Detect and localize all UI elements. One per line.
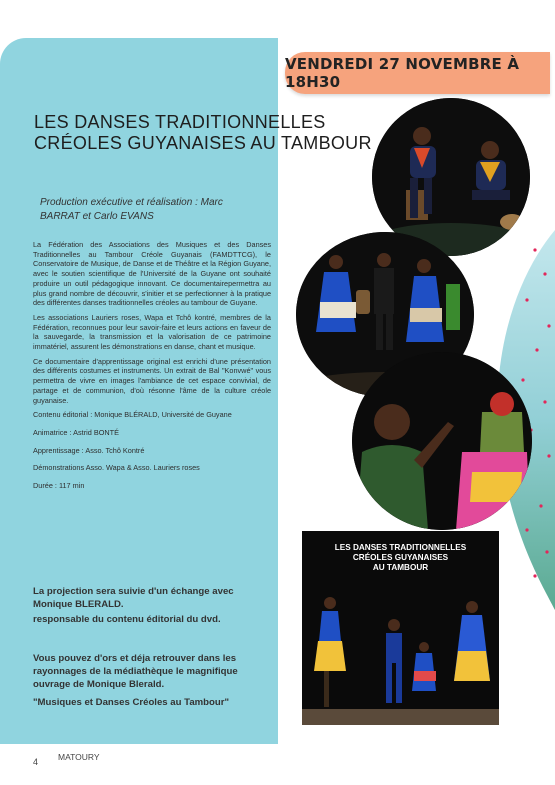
dvd-title [302,543,499,573]
note-editorial: responsable du contenu éditorial du dvd. [33,614,221,625]
credit-duration: Durée : 117 min [33,481,85,491]
note-book-title: "Musiques et Danses Créoles au Tambour" [33,697,230,708]
dvd-title-line-3: AU TAMBOUR [372,563,429,572]
body-paragraph-3: Ce documentaire d'apprentissage original est enrichi d'une présentation des différents costumes et instruments. Un extrait de Bal "Konvwé" vous permettra de vivre en images l'ambiance de cet espace convivial, de partage et de communion, d'où résonne l'âme de la culture créole guyanaise. [33,356,271,405]
title-line-2: CRÉOLES GUYANAISES AU TAMBOUR [34,133,372,153]
dvd-title-line-2: CRÉOLES GUYANAISES [352,553,449,562]
article-body [33,240,271,499]
title-line-1: LES DANSES TRADITIONNELLES [34,112,326,132]
production-credit: Production exécutive et réalisation : Marc BARRAT et Carlo EVANS [40,197,223,222]
dvd-title-line-1: LES DANSES TRADITIONNELLES [334,543,467,552]
body-paragraph-2: Les associations Lauriers roses, Wapa et Tchô kontré, membres de la Fédération, reconnues pour leur savoir-faire et leurs actions en faveur de la sauvegarde, la transmission et la valorisation de ce patrimoine immatériel, assurent les démonstrations en danse, chant et musique. [33,312,271,352]
credit-apprentissage: Apprentissage : Asso. Tchô Kontré [33,445,145,455]
credit-editorial: Contenu éditorial : Monique BLÉRALD, Université de Guyane [33,410,232,420]
body-paragraph-1: La Fédération des Associations des Musiques et des Danses Traditionnelles au Tambour Créole Guyanais (FAMDTTCG), le Conservatoire de Musique, de Danse et de Théâtre et la Région Guyane, avec le soutien scientifique de l'Université de la Guyane ont souhaité produire un outil pédagogique innovant. Ce documentairepermettra au plus grand nombre de découvrir, s'initier et se perfectionner à la pratique des différentes danses traditionnelles créoles au tambour de Guyane. [33,240,271,308]
page-number: 4 [33,757,39,767]
page-title [34,112,374,154]
note-projection: La projection sera suivie d'un échange avec Monique BLERALD. [33,586,234,610]
date-banner [285,52,550,94]
credit-animatrice: Animatrice : Astrid BONTÉ [33,427,119,437]
photo-woman-pointing [352,352,532,530]
footer-place: MATOURY [58,752,100,762]
dvd-cover [302,531,499,725]
credit-demonstrations: Démonstrations Asso. Wapa & Asso. Lauriers roses [33,463,200,473]
note-mediatheque: Vous pouvez d'ors et déja retrouver dans les rayonnages de la médiathèque le magnifique ouvrage de Monique Blerald. [33,653,238,690]
event-date: VENDREDI 27 NOVEMBRE À 18H30 [285,55,520,91]
